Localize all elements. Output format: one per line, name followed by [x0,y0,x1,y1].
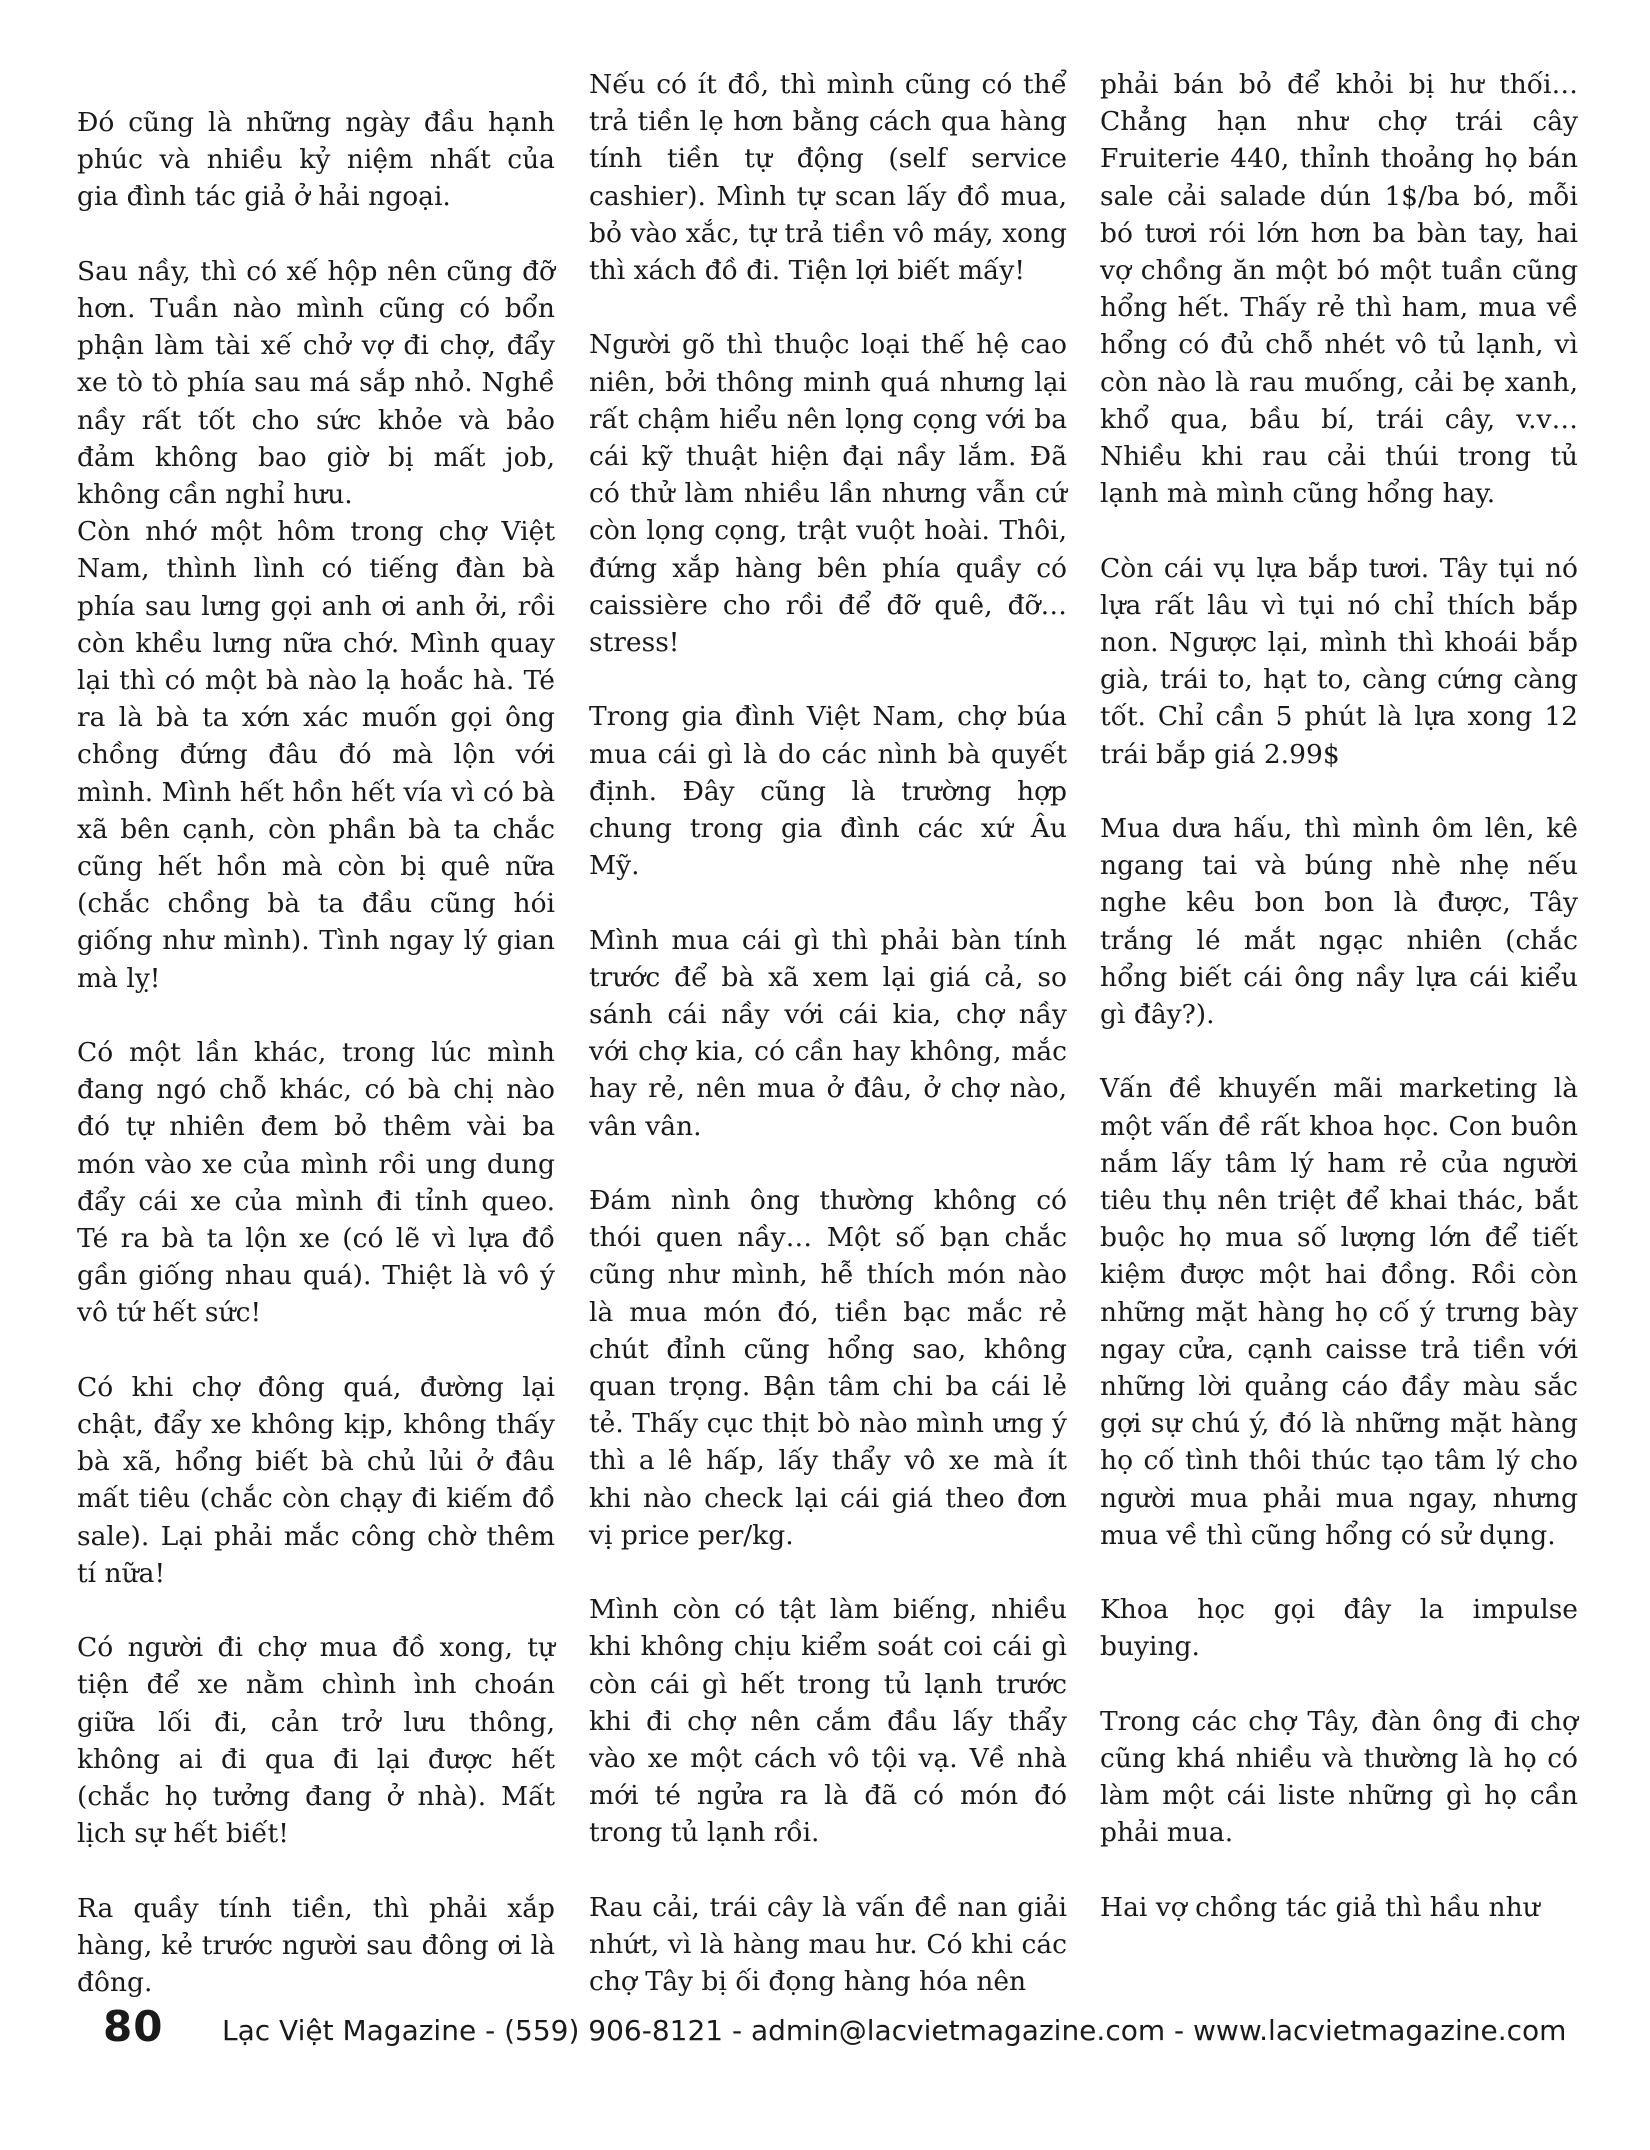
paragraph: Có khi chợ đông quá, đường lại chật, đẩy xe không kịp, không thấy bà xã, hổng biết bà chủ lủi ở đâu mất tiêu (chắc còn chạy đi kiếm đồ sale). Lại phải mắc công chờ thêm tí nữa! [77,1371,555,1589]
page-footer [0,2002,1650,2062]
paragraph: phải bán bỏ để khỏi bị hư thối… Chẳng hạn như chợ trái cây Fruiterie 440, thỉnh thoảng họ bán sale cải salade dún 1$/ba bó, mỗi bó tươi rói lớn hơn ba bàn tay, hai vợ chồng ăn một bó một tuần cũng hổng hết. Thấy rẻ thì ham, mua về hổng có đủ chỗ nhét vô tủ lạnh, vì còn nào là rau muống, cải bẹ xanh, khổ qua, bầu bí, trái cây, v.v…Nhiều khi rau cải thúi trong tủ lạnh mà mình cũng hổng hay. [1100,69,1578,510]
paragraph: Còn nhớ một hôm trong chợ Việt Nam, thình lình có tiếng đàn bà phía sau lưng gọi anh ơi anh ởi, rồi còn khều lưng nữa chớ. Mình quay lại thì có một bà nào lạ hoắc hà. Té ra là bà ta xớn xác muốn gọi ông chồng đứng đâu đó mà lộn với mình. Mình hết hồn hết vía vì có bà xã bên cạnh, còn phần bà ta chắc cũng hết hồn mà còn bị quê nữa (chắc chồng bà ta đầu cũng hói giống như mình). Tình ngay lý gian mà lỵ! [77,516,555,994]
paragraph: Mua dưa hấu, thì mình ôm lên, kê ngang tai và búng nhè nhẹ nếu nghe kêu bon bon là được, Tây trắng lé mắt ngạc nhiên (chắc hổng biết cái ông nầy lựa cái kiểu gì đây?). [1100,813,1578,1031]
paragraph: Ra quầy tính tiền, thì phải xắp hàng, kẻ trước người sau đông ơi là đông. [77,1892,555,1999]
paragraph: Trong các chợ Tây, đàn ông đi chợ cũng khá nhiều và thường là họ có làm một cái liste những gì họ cần phải mua. [1100,1705,1578,1849]
text-column-middle [589,66,1067,2038]
paragraph: Mình mua cái gì thì phải bàn tính trước để bà xã xem lại giá cả, so sánh cái nầy với cái kia, chợ nầy với chợ kia, có cần hay không, mắc hay rẻ, nên mua ở đâu, ở chợ nào, vân vân. [589,924,1067,1142]
paragraph: Có một lần khác, trong lúc mình đang ngó chỗ khác, có bà chị nào đó tự nhiên đem bỏ thêm vài ba món vào xe của mình rồi ung dung đẩy cái xe của mình đi tỉnh queo. Té ra bà ta lộn xe (có lẽ vì lựa đồ gần giống nhau quá). Thiệt là vô ý vô tứ hết sức! [77,1037,555,1329]
paragraph: Còn cái vụ lựa bắp tươi. Tây tụi nó lựa rất lâu vì tụi nó chỉ thích bắp non. Ngược lại, mình thì khoái bắp già, trái to, hạt to, càng cứng càng tốt. Chỉ cần 5 phút là lựa xong 12 trái bắp giá 2.99$ [1100,552,1578,770]
page-number: 80 [103,2002,164,2051]
text-column-left [77,104,555,2038]
paragraph: Đám nình ông thường không có thói quen nầy… Một số bạn chắc cũng như mình, hễ thích món nào là mua món đó, tiền bạc mắc rẻ chút đỉnh cũng hổng sao, không quan trọng. Bận tâm chi ba cái lẻ tẻ. Thấy cục thịt bò nào mình ưng ý thì a lê hấp, lấy thẩy vô xe mà ít khi nào check lại cái giá theo đơn vị price per/kg. [589,1185,1067,1551]
paragraph: Rau cải, trái cây là vấn đề nan giải nhứt, vì là hàng mau hư. Có khi các chợ Tây bị ối đọng hàng hóa nên [589,1891,1067,1998]
paragraph: Đó cũng là những ngày đầu hạnh phúc và nhiều kỷ niệm nhất của gia đình tác giả ở hải ngoại. [77,107,555,213]
text-column-right [1100,66,1578,1963]
paragraph: Nếu có ít đồ, thì mình cũng có thể trả tiền lẹ hơn bằng cách qua hàng tính tiền tự động (self service cashier). Mình tự scan lấy đồ mua, bỏ vào xắc, tự trả tiền vô máy, xong thì xách đồ đi. Tiện lợi biết mấy! [589,69,1067,287]
paragraph: Khoa học gọi đây la impulse buying. [1100,1594,1578,1663]
paragraph: Trong gia đình Việt Nam, chợ búa mua cái gì là do các nình bà quyết định. Đây cũng là trường hợp chung trong gia đình các xứ Âu Mỹ. [589,701,1067,882]
paragraph: Sau nầy, thì có xế hộp nên cũng đỡ hơn. Tuần nào mình cũng có bổn phận làm tài xế chở vợ đi chợ, đẩy xe tò tò phía sau má sắp nhỏ. Nghề nầy rất tốt cho sức khỏe và bảo đảm không bao giờ bị mất job, không cần nghỉ hưu. [77,255,555,511]
paragraph: Người gõ thì thuộc loại thế hệ cao niên, bởi thông minh quá nhưng lại rất chậm hiểu nên lọng cọng với ba cái kỹ thuật hiện đại nầy lắm. Đã có thử làm nhiều lần nhưng vẫn cứ còn lọng cọng, trật vuột hoài. Thôi, đứng xắp hàng bên phía quầy có caissière cho rồi để đỡ quê, đỡ…stress! [589,329,1067,659]
paragraph: Có người đi chợ mua đồ xong, tự tiện để xe nằm chình ình choán giữa lối đi, cản trở lưu thông, không ai đi qua đi lại được hết (chắc họ tưởng đang ở nhà). Mất lịch sự hết biết! [77,1632,555,1850]
paragraph: Vấn đề khuyến mãi marketing là một vấn đề rất khoa học. Con buôn nắm lấy tâm lý ham rẻ của người tiêu thụ nên triệt để khai thác, bắt buộc họ mua số lượng lớn để tiết kiệm được một hai đồng. Rồi còn những mặt hàng họ cố ý trưng bày ngay cửa, cạnh caisse trả tiền với những lời quảng cáo đầy màu sắc gợi sự chú ý, đó là những mặt hàng họ cố tình thôi thúc tạo tâm lý cho người mua phải mua ngay, nhưng mua về thì cũng hổng có sử dụng. [1100,1073,1578,1551]
paragraph: Mình còn có tật làm biếng, nhiều khi không chịu kiểm soát coi cái gì còn cái gì hết trong tủ lạnh trước khi đi chợ nên cắm đầu lấy thẩy vào xe một cách vô tội vạ. Về nhà mới té ngửa ra là đã có món đó trong tủ lạnh rồi. [589,1594,1067,1849]
paragraph: Hai vợ chồng tác giả thì hầu như [1100,1891,1540,1923]
publication-contact-line: Lạc Việt Magazine - (559) 906-8121 - admin@lacvietmagazine.com - www.lacvietmagazine.com [222,2014,1567,2047]
